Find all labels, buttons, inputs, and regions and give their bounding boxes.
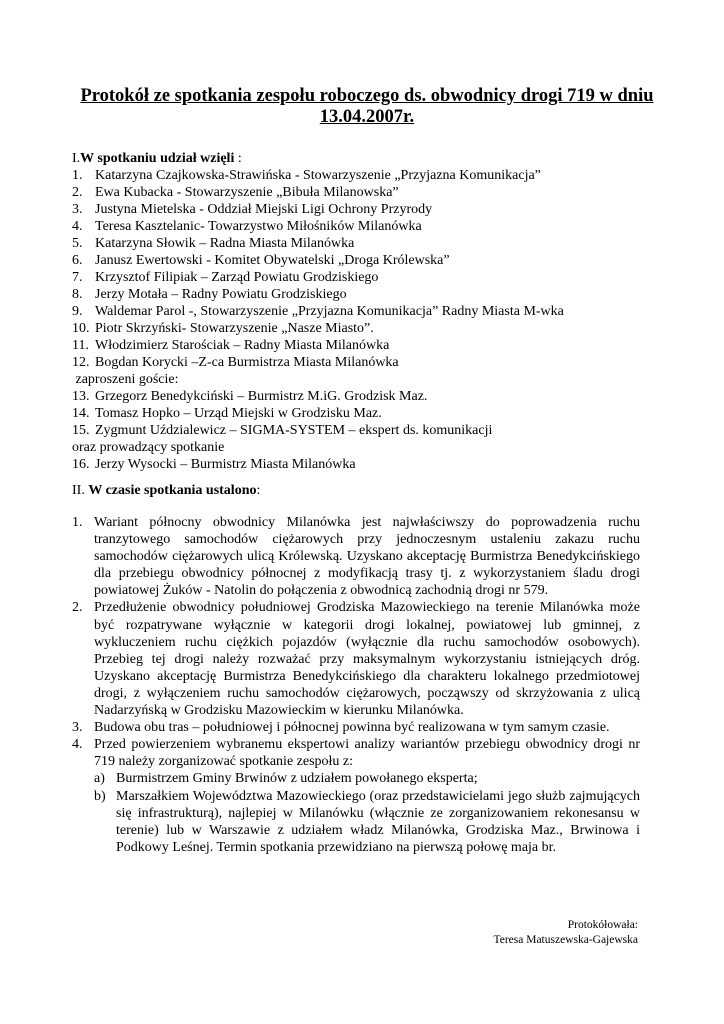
participant-item	[72, 286, 672, 303]
section1-heading-text: W spotkaniu udział wzięli	[80, 151, 235, 166]
decision-number: 1.	[72, 515, 83, 530]
guest-item	[72, 422, 672, 439]
decision-subitem	[94, 788, 640, 856]
section1-heading	[72, 150, 672, 167]
decision-text: Wariant północny obwodnicy Milanówka jest najwłaściwszy do poprowadzenia ruchu tranzytowego samochodów ciężarowych przy jednoczesnym ustaleniu zakazu ruchu samochodów ciężarowych ulicą Królewską. Uzyskano akceptację Burmistrza Benedykcińskiego dla przebiegu obwodnicy północnej z modyfikacją trasy tj. z wykorzystaniem śladu drogi powiatowej Żuków - Natolin do połączenia z obwodnicą zachodnią drogi nr 579.	[94, 515, 640, 599]
signature-label: Protokółowała:	[567, 919, 638, 931]
host-number: 16.	[72, 457, 90, 472]
guest-text: Grzegorz Benedykciński – Burmistrz M.iG. Grodzisk Maz.	[95, 389, 428, 404]
guest-text: Tomasz Hopko – Urząd Miejski w Grodzisku Maz.	[95, 406, 382, 421]
section2-suffix: :	[256, 483, 261, 498]
section2-heading	[72, 482, 260, 499]
participant-item	[72, 218, 672, 235]
guest-item	[72, 405, 672, 422]
participant-text: Waldemar Parol -, Stowarzyszenie „Przyjazna Komunikacja” Radny Miasta M-wka	[95, 304, 564, 319]
subitem-text: Marszałkiem Województwa Mazowieckiego (oraz przedstawicielami jego służb zajmujących się infrastrukturą), najlepiej w Milanówku (włącznie ze zorganizowaniem rekonesansu w terenie) lub w Warszawie z udziałem władz Milanówka, Grodziska Maz., Brwinowa i Podkowy Leśnej. Termin spotkania przewidziano na pierwszą połowę maja br.	[116, 788, 640, 855]
participant-text: Ewa Kubacka - Stowarzyszenie „Bibuła Milanowska”	[95, 185, 399, 200]
participant-text: Teresa Kasztelanic- Towarzystwo Miłośników Milanówka	[95, 219, 422, 234]
guest-item	[72, 388, 672, 405]
section1-suffix: :	[234, 151, 242, 166]
decision-item	[72, 514, 640, 599]
guest-number: 14.	[72, 406, 90, 421]
document-title	[60, 86, 674, 128]
decision-item	[72, 599, 640, 719]
participant-text: Jerzy Motała – Radny Powiatu Grodziskiego	[95, 287, 347, 302]
participant-item	[72, 184, 672, 201]
decision-text: Budowa obu tras – południowej i północnej powinna być realizowana w tym samym czasie.	[94, 720, 610, 736]
signature-name: Teresa Matuszewska-Gajewska	[493, 934, 638, 946]
decision-item	[72, 719, 640, 736]
decision-text: Przedłużenie obwodnicy południowej Grodziska Mazowieckiego na terenie Milanówka może być rozpatrywane wyłącznie w kategorii drogi lokalnej, powiatowej lub gminnej, z wykluczeniem ruchu ciężkich pojazdów (wyłącznie dla ruchu samochodów osobowych). Przebieg tej drogi należy rozważać przy maksymalnym wykorzystaniu istniejących dróg. Uzyskano akceptację Burmistrza Benedykcińskiego dla charakteru lokalnego przedmiotowej drogi, z wyłączeniem ruchu samochodów ciężarowych, począwszy od skrzyżowania z ulicą Nadarzyńską w Grodzisku Mazowieckim w kierunku Milanówka.	[94, 600, 640, 719]
participant-number: 2.	[72, 185, 83, 200]
participant-number: 1.	[72, 168, 83, 183]
participant-text: Janusz Ewertowski - Komitet Obywatelski „Droga Królewska”	[95, 253, 450, 268]
participant-item	[72, 354, 672, 371]
participant-item	[72, 252, 672, 269]
title-line-2: 13.04.2007r.	[319, 107, 415, 127]
participant-text: Bogdan Korycki –Z-ca Burmistrza Miasta Milanówka	[95, 355, 399, 370]
participant-item	[72, 337, 672, 354]
subitem-text: Burmistrzem Gminy Brwinów z udziałem powołanego eksperta;	[116, 771, 478, 787]
decisions-list	[72, 514, 640, 856]
decision-subitem	[94, 770, 640, 787]
guest-number: 13.	[72, 389, 90, 404]
participant-number: 7.	[72, 270, 83, 285]
participant-item	[72, 269, 672, 286]
guest-number: 15.	[72, 423, 90, 438]
decision-number: 2.	[72, 600, 83, 616]
decision-item	[72, 736, 640, 770]
participant-item	[72, 303, 672, 320]
participant-text: Katarzyna Czajkowska-Strawińska - Stowarzyszenie „Przyjazna Komunikacja”	[95, 168, 541, 183]
participant-item	[72, 167, 672, 184]
subitem-letter: a)	[94, 771, 105, 787]
participant-text: Piotr Skrzyński- Stowarzyszenie „Nasze Miasto”.	[95, 321, 374, 336]
section2-prefix: II.	[72, 483, 89, 498]
signature-block	[494, 918, 638, 948]
title-line-1: Protokół ze spotkania zespołu roboczego ds. obwodnicy drogi 719 w dniu	[80, 86, 654, 106]
host-label: oraz prowadzący spotkanie	[72, 440, 225, 455]
host-text: Jerzy Wysocki – Burmistrz Miasta Milanówka	[95, 457, 356, 472]
host-item	[72, 456, 672, 473]
subitem-letter: b)	[94, 788, 106, 804]
participant-number: 5.	[72, 236, 83, 251]
participant-text: Krzysztof Filipiak – Zarząd Powiatu Grodziskiego	[95, 270, 379, 285]
participant-number: 11.	[72, 338, 89, 353]
participant-number: 8.	[72, 287, 83, 302]
guest-text: Zygmunt Uździalewicz – SIGMA-SYSTEM – ekspert ds. komunikacji	[95, 423, 493, 438]
participant-item	[72, 235, 672, 252]
participants-section	[72, 150, 672, 473]
decision-text: Przed powierzeniem wybranemu ekspertowi analizy wariantów przebiegu obwodnicy drogi nr 719 należy zorganizować spotkanie zespołu z:	[94, 737, 640, 770]
participant-number: 4.	[72, 219, 83, 234]
guests-label: zaproszeni goście:	[72, 372, 179, 387]
participant-number: 9.	[72, 304, 83, 319]
section1-prefix: I.	[72, 151, 81, 166]
participant-number: 12.	[72, 355, 90, 370]
participant-number: 3.	[72, 202, 83, 217]
participant-text: Katarzyna Słowik – Radna Miasta Milanówka	[95, 236, 355, 251]
decision-number: 4.	[72, 737, 83, 753]
participant-number: 10.	[72, 321, 90, 336]
decision-number: 3.	[72, 720, 83, 736]
participant-number: 6.	[72, 253, 83, 268]
section2-heading-text: W czasie spotkania ustalono	[88, 483, 257, 498]
participant-item	[72, 201, 672, 218]
participant-text: Justyna Mietelska - Oddział Miejski Ligi Ochrony Przyrody	[95, 202, 433, 217]
participant-text: Włodzimierz Starościak – Radny Miasta Milanówka	[95, 338, 390, 353]
participant-item	[72, 320, 672, 337]
